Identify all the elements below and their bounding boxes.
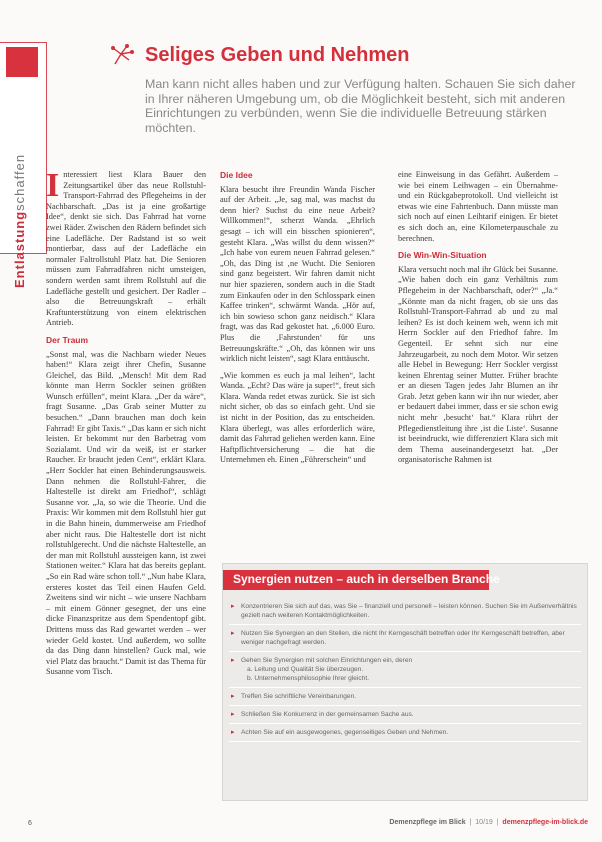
body-paragraph: Klara besucht ihre Freundin Wanda Fischer auf der Arbeit. „Je, sag mal, was machst du denn hier? Suchst du eine neue Arbeit? Willkommen!“, scherzt Wanda. „Ehrlich gesagt – ich will ein bisschen spionieren“, gesteht Klara. „Was willst du denn wissen?“ „Ich habe von eurem neuen Fahrrad gelesen.“ „Oh, das Ding ist ‚ne Wucht. Die Senioren sind ganz begeistert. Wir fahren damit nicht nur hier spazieren, sondern auch in die Stadt zum Einkaufen oder in den Schlosspark einen Kaffee trinken“, schwärmt Wanda. „Hör auf, ich bin sowieso schon ganz neidisch.“ Klara fragt, was das Rad gekostet hat. „6.000 Euro. Plus die ‚Fahrstunden‘ für uns Betreuungskräfte.“ „Oh, das können wir uns wirklich nicht leisten“, sagt Klara enttäuscht. — [220, 184, 375, 364]
subhead-die-idee: Die Idee — [220, 170, 253, 180]
issue-number: 10/19 — [475, 819, 493, 826]
lead-paragraph: Man kann nicht alles haben und zur Verfügung halten. Schauen Sie sich daher in Ihrer näheren Umgebung um, ob die Möglichkeit besteht, sich mit anderen Einrichtungen zu verbünden, wenn Sie die individuelle Betreuung stärken möchten. — [145, 77, 576, 135]
list-item — [229, 652, 581, 688]
page-number: 6 — [28, 820, 32, 827]
synergy-info-box — [222, 563, 588, 801]
intro-text: nteressiert liest Klara Bauer den Zeitungsartikel über das neue Rollstuhl-Transport-Fahrrad des Pflegeheims in der Nachbarschaft. „Das ist ja eine großartige Idee“, denkt sie sich. Das Fahrrad hat vorne zwei Räder. Zwischen den Rädern befindet sich eine Ladefläche. Der Radstand ist so weit montierbar, dass auf der Ladefläche ein normaler Faltrollstuhl Platz hat. Die Senioren müssen zum Fahrradfahren nicht umsteigen, sondern werden samt ihrem Rollstuhl auf die Ladefläche gestellt und gesichert. Der Radler – also die Betreuungskraft – erhält Kraftunterstützung von einem elektrischen Antrieb. — [46, 170, 206, 328]
body-paragraph: eine Einweisung in das Gefährt. Außerdem – wie bei einem Leihwagen – ein Übernahme- und ein Rückgabeprotokoll. Und vielleicht ist etwas wie eine Fahrtenbuch. Dann müsste man sich noch auf einen Leihtarif einigen. Er bietet es sich doch an, eine Kilometerpauschale zu berechnen. — [398, 170, 558, 243]
section-tab-red: Entlastung — [12, 210, 27, 288]
list-item: ▸ Schließen Sie Konkurrenz in der gemeinsamen Sache aus. — [229, 706, 581, 724]
subhead-der-traum: Der Traum — [46, 334, 89, 345]
body-paragraph: „Sonst mal, was die Nachbarn wieder Neues haben!“ Klara zeigt ihrer Chefin, Susanne Gleichel, das Bild. „Mensch! Mit dem Rad könnte man Herrn Sockler seinen größten Wunsch erfüllen“, meint Klara. „Der da wäre“, fragt Susanne. „Das Grab seiner Mutter zu besuchen.“ „Dann brauchen man doch kein Fahrrad! Er gibt Taxis.“ „Das kann er sich nicht leisten. Er bekommt nur den Barbetrag vom Sozialamt. Und wir da weiß, ist er starker Raucher. Er braucht jeden Cent“, erklärt Klara. „Herr Sockler hat einen Behinderungsausweis. Dann nehmen die Rollstuhl-Fahrer, die Haltestelle ist direkt am Friedhof“, schlägt Susanne vor. „Ja, so wie die Theorie. Und die Praxis: Wir kommen mit dem Rollstuhl hier gut in die Bahn hinein, dummerweise am Friedhof aber nicht raus. Die Haltestelle dort ist nicht rollstuhlgerecht. Und die nächste Haltestelle, an der man mit Rollstuhl aussteigen kann, ist zwei Stationen weiter.“ Klara hat das bereits geplant. „So ein Rad wäre schon toll.“ „Nun habe Klara, ersteres kostet das Teil einen Haufen Geld. Zweitens sind wir nicht – wie unsere Nachbarn – mit einem Gönner gesegnet, der uns eine dicke Finanzspritze aus dem Spendentopf gibt. Drittens muss das Rad gewartet werden – wer wieder Geld kostet. Und außerdem, wo sollte da das Ding dann hinstellen? Guck mal, wie viel Platz das braucht.“ Damit ist das Thema für Susanne vom Tisch. — [46, 349, 206, 677]
drop-cap: I — [46, 167, 60, 204]
website-link[interactable]: demenzpflege-im-blick.de — [502, 819, 588, 826]
dandelion-icon — [107, 42, 137, 72]
list-subitem: b. Unternehmensphilosophie Ihrer gleicht. — [247, 675, 370, 682]
list-subitem: a. Leitung und Qualität Sie überzeugen. — [247, 666, 364, 673]
synergy-list — [229, 598, 581, 742]
body-paragraph: Klara versucht noch mal ihr Glück bei Susanne. „Wie haben doch ein ganz Verhältnis zum Pflegeheim in der Nachbarschaft, oder?“ „Ja.“ „Könnte man da nicht fragen, ob sie uns das Rollstuhl-Transport-Fahrrad ab und zu mal leihen? Es ist doch keinem weh, wenn ich mit Herrn Sockler auf den Friedhof fahre. Im Gegenteil. Er sehnt sich nur eine Jahrzeugarbeit, zu noch dem Motor. Wir setzen alle Hebel in Bewegung: Herr Sockler vergisst keinen Ehrentag seiner Mutter. Früher brachte er an diesen Tagen jedes Jahr Blumen an ihr Grab. Jetzt geben kann wir ihn nur wieder, aber er bedauert dabei immer, dass er sie schon ewig nicht mehr ‚besucht‘ hat.“ Klara rührt der Pflegedienstleitung ihre ‚ist die Liste‘. Susanne ist beeindruckt, wie differenziert Klara sich mit dem Thema auseinandergesetzt hat. „Der organisatorische Rahmen ist — [398, 264, 558, 465]
column-2 — [220, 170, 375, 472]
section-tab — [0, 42, 47, 288]
publication-name: Demenzpflege im Blick — [389, 819, 466, 826]
synergy-box-header — [223, 570, 500, 590]
list-item-text: Gehen Sie Synergien mit solchen Einrichtungen ein, deren — [241, 657, 413, 664]
footer-info: Demenzpflege im Blick | 10/19 | demenzpflege-im-blick.de — [389, 819, 588, 826]
section-tab-gray: schaffen — [12, 153, 27, 211]
intro-paragraph — [46, 167, 206, 329]
section-tab-label — [2, 113, 42, 293]
list-item: ▸ Nutzen Sie Synergien an den Stellen, die nicht Ihr Kerngeschäft betreffen oder Ihr Kerngeschäft betreffen, aber weniger nachgefragt werden. — [229, 625, 581, 652]
column-1 — [46, 167, 206, 684]
list-item: ▸ Konzentrieren Sie sich auf das, was Sie – finanziell und personell – leisten können. Suchen Sie im Außenverhältnis gezielt nach weiteren Kontaktmöglichkeiten. — [229, 598, 581, 625]
body-paragraph: „Wie kommen es euch ja mal leihen“, lacht Wanda. „Echt? Das wäre ja super!“, freut sich Klara. Wanda redet etwas zurück. Sie ist sich nicht sicher, ob das so einfach geht. Und sie ist nicht in der Position, das zu entscheiden. Klara überlegt, was alles erforderlich wäre, damit das Fahrrad geliehen werden kann. Eine Haftpflichtversicherung – die hat die Unternehmen eh. Einen „Führerschein“ und — [220, 370, 375, 465]
column-3 — [398, 170, 558, 472]
synergy-box-title: Synergien nutzen – auch in derselben Branche — [233, 572, 500, 586]
list-item: ▸ Treffen Sie schriftliche Vereinbarungen. — [229, 688, 581, 706]
tab-corner-marker — [6, 47, 38, 77]
list-item: ▸ Achten Sie auf ein ausgewogenes, gegenseitiges Geben und Nehmen. — [229, 724, 581, 742]
subhead-win-win: Die Win-Win-Situation — [398, 250, 487, 261]
page-title: Seliges Geben und Nehmen — [145, 44, 410, 66]
